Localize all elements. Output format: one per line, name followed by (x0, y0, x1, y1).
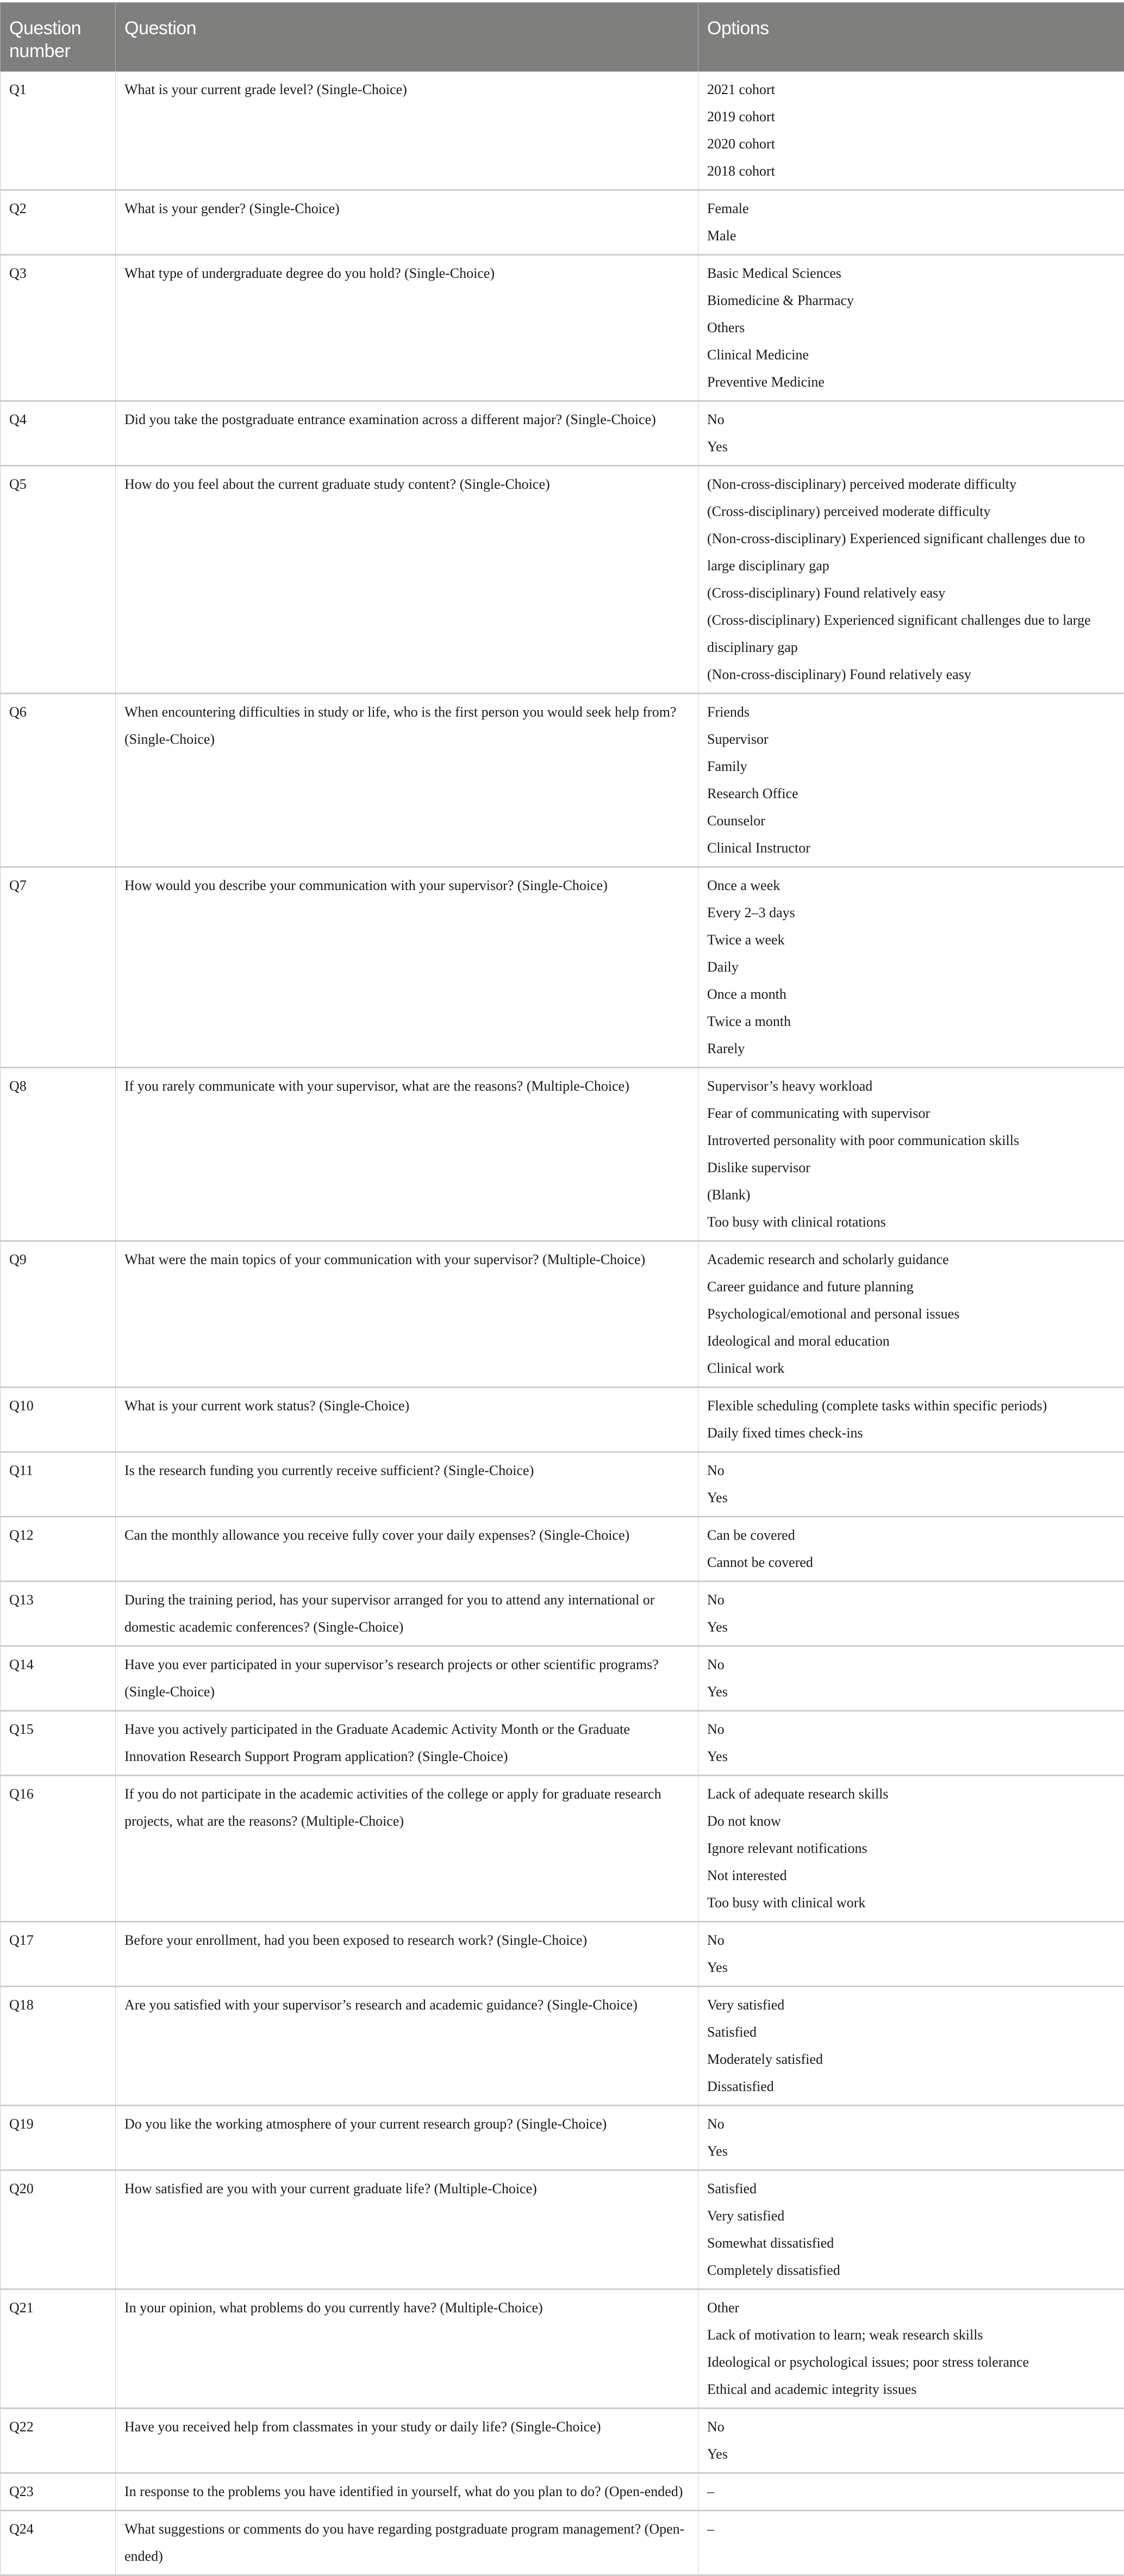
question-cell: Have you actively participated in the Graduate Academic Activity Month or the Graduate Innovation Research Support Program application? (Single-Choice) (116, 1711, 698, 1776)
options-cell (698, 1452, 1124, 1517)
question-cell: What is your current work status? (Single-Choice) (116, 1387, 698, 1452)
question-cell: How do you feel about the current graduate study content? (Single-Choice) (116, 466, 698, 694)
option-item: Friends (707, 699, 1115, 726)
table-row (1, 1582, 1124, 1646)
option-item: Somewhat dissatisfied (707, 2230, 1115, 2257)
question-number-cell: Q10 (1, 1387, 116, 1452)
option-item: Ideological or psychological issues; poor stress tolerance (707, 2349, 1115, 2376)
question-number-cell: Q1 (1, 72, 116, 190)
options-cell (698, 1582, 1124, 1646)
table-row (1, 2409, 1124, 2473)
option-item: Female (707, 195, 1115, 222)
option-item: No (707, 1586, 1115, 1614)
option-item: Yes (707, 1743, 1115, 1770)
question-number-cell: Q21 (1, 2289, 116, 2409)
option-item: Twice a week (707, 926, 1115, 954)
option-item: No (707, 1716, 1115, 1743)
option-item: (Cross-disciplinary) perceived moderate difficulty (707, 498, 1115, 525)
option-item: Once a month (707, 981, 1115, 1008)
options-cell (698, 255, 1124, 401)
option-item: (Cross-disciplinary) Experienced significant challenges due to large disciplinary gap (707, 607, 1115, 661)
option-item: Lack of adequate research skills (707, 1781, 1115, 1808)
option-item: Cannot be covered (707, 1549, 1115, 1576)
options-cell (698, 1711, 1124, 1776)
option-item: Other (707, 2294, 1115, 2322)
option-item: Academic research and scholarly guidance (707, 1246, 1115, 1273)
options-cell (698, 2170, 1124, 2289)
question-cell: Have you received help from classmates in your study or daily life? (Single-Choice) (116, 2409, 698, 2473)
option-item: 2018 cohort (707, 158, 1115, 185)
table-row (1, 466, 1124, 694)
question-cell: Do you like the working atmosphere of your current research group? (Single-Choice) (116, 2106, 698, 2170)
option-item: Preventive Medicine (707, 369, 1115, 396)
question-number-cell: Q7 (1, 867, 116, 1068)
option-item: Yes (707, 1678, 1115, 1706)
question-cell: What were the main topics of your communication with your supervisor? (Multiple-Choice) (116, 1241, 698, 1387)
option-item: (Non-cross-disciplinary) Found relatively easy (707, 661, 1115, 688)
options-cell (698, 2106, 1124, 2170)
option-item: Completely dissatisfied (707, 2257, 1115, 2284)
question-number-cell: Q12 (1, 1517, 116, 1582)
table-row (1, 1452, 1124, 1517)
table-row (1, 1776, 1124, 1922)
table-row (1, 1068, 1124, 1241)
option-item: Others (707, 314, 1115, 341)
options-cell (698, 2473, 1124, 2511)
table-row (1, 2106, 1124, 2170)
option-item: 2021 cohort (707, 76, 1115, 103)
question-number-cell: Q15 (1, 1711, 116, 1776)
header-question-number: Question number (1, 3, 116, 72)
option-item: Biomedicine & Pharmacy (707, 287, 1115, 314)
table-row (1, 190, 1124, 255)
table-row (1, 2473, 1124, 2511)
question-number-cell: Q6 (1, 694, 116, 867)
option-item: Once a week (707, 872, 1115, 899)
questionnaire-table (0, 2, 1124, 2576)
option-item: Daily fixed times check-ins (707, 1420, 1115, 1447)
question-cell: During the training period, has your supervisor arranged for you to attend any international or domestic academic conferences? (Single-Choice) (116, 1582, 698, 1646)
question-number-cell: Q2 (1, 190, 116, 255)
question-number-cell: Q13 (1, 1582, 116, 1646)
option-item: Supervisor (707, 726, 1115, 753)
options-cell (698, 1068, 1124, 1241)
option-item: Basic Medical Sciences (707, 260, 1115, 287)
question-number-cell: Q14 (1, 1646, 116, 1711)
option-item: Yes (707, 2441, 1115, 2468)
option-item: Moderately satisfied (707, 2046, 1115, 2073)
question-cell: What is your current grade level? (Single-Choice) (116, 72, 698, 190)
options-cell (698, 401, 1124, 466)
table-row (1, 1646, 1124, 1711)
question-number-cell: Q8 (1, 1068, 116, 1241)
options-cell (698, 1517, 1124, 1582)
question-cell: What is your gender? (Single-Choice) (116, 190, 698, 255)
option-item: Supervisor’s heavy workload (707, 1073, 1115, 1100)
question-number-cell: Q11 (1, 1452, 116, 1517)
question-cell: What type of undergraduate degree do you hold? (Single-Choice) (116, 255, 698, 401)
table-row (1, 1387, 1124, 1452)
question-number-cell: Q4 (1, 401, 116, 466)
option-item: – (707, 2516, 1115, 2543)
option-item: Clinical Medicine (707, 341, 1115, 369)
option-item: (Cross-disciplinary) Found relatively easy (707, 580, 1115, 607)
option-item: Research Office (707, 780, 1115, 807)
option-item: Psychological/emotional and personal issues (707, 1301, 1115, 1328)
options-cell (698, 1922, 1124, 1987)
options-cell (698, 2409, 1124, 2473)
options-cell (698, 1387, 1124, 1452)
header-options: Options (698, 3, 1124, 72)
option-item: No (707, 1651, 1115, 1678)
table-row (1, 1922, 1124, 1987)
options-cell (698, 694, 1124, 867)
option-item: 2019 cohort (707, 103, 1115, 130)
option-item: Counselor (707, 807, 1115, 835)
option-item: Career guidance and future planning (707, 1273, 1115, 1301)
option-item: Clinical Instructor (707, 835, 1115, 862)
options-cell (698, 1646, 1124, 1711)
option-item: – (707, 2478, 1115, 2505)
table-row (1, 1241, 1124, 1387)
option-item: Yes (707, 2138, 1115, 2165)
option-item: Yes (707, 1954, 1115, 1981)
option-item: Dissatisfied (707, 2073, 1115, 2100)
option-item: Yes (707, 1614, 1115, 1641)
options-cell (698, 1776, 1124, 1922)
question-number-cell: Q18 (1, 1987, 116, 2106)
option-item: Introverted personality with poor communication skills (707, 1127, 1115, 1154)
option-item: Satisfied (707, 2019, 1115, 2046)
options-cell (698, 72, 1124, 190)
option-item: Very satisfied (707, 2202, 1115, 2230)
table-row (1, 401, 1124, 466)
options-cell (698, 190, 1124, 255)
option-item: Yes (707, 1484, 1115, 1511)
question-cell: In response to the problems you have identified in yourself, what do you plan to do? (Open-ended) (116, 2473, 698, 2511)
table-row (1, 255, 1124, 401)
question-number-cell: Q19 (1, 2106, 116, 2170)
question-number-cell: Q17 (1, 1922, 116, 1987)
option-item: Ideological and moral education (707, 1328, 1115, 1355)
question-number-cell: Q20 (1, 2170, 116, 2289)
option-item: Too busy with clinical work (707, 1889, 1115, 1917)
option-item: Fear of communicating with supervisor (707, 1100, 1115, 1127)
option-item: No (707, 1927, 1115, 1954)
option-item: No (707, 1457, 1115, 1484)
option-item: Ignore relevant notifications (707, 1835, 1115, 1862)
question-number-cell: Q5 (1, 466, 116, 694)
options-cell (698, 867, 1124, 1068)
question-number-cell: Q22 (1, 2409, 116, 2473)
option-item: (Blank) (707, 1181, 1115, 1209)
option-item: Male (707, 222, 1115, 250)
question-cell: What suggestions or comments do you have regarding postgraduate program management? (Open-ended) (116, 2511, 698, 2575)
option-item: Rarely (707, 1035, 1115, 1062)
table-row (1, 1517, 1124, 1582)
option-item: Daily (707, 954, 1115, 981)
question-number-cell: Q23 (1, 2473, 116, 2511)
option-item: Not interested (707, 1862, 1115, 1889)
option-item: No (707, 406, 1115, 433)
option-item: Can be covered (707, 1522, 1115, 1549)
question-number-cell: Q24 (1, 2511, 116, 2575)
table-row (1, 2289, 1124, 2409)
question-cell: Can the monthly allowance you receive fully cover your daily expenses? (Single-Choice) (116, 1517, 698, 1582)
option-item: Ethical and academic integrity issues (707, 2376, 1115, 2403)
option-item: No (707, 2111, 1115, 2138)
table-row (1, 867, 1124, 1068)
option-item: Very satisfied (707, 1992, 1115, 2019)
question-cell: Before your enrollment, had you been exposed to research work? (Single-Choice) (116, 1922, 698, 1987)
question-number-cell: Q9 (1, 1241, 116, 1387)
options-cell (698, 2511, 1124, 2575)
question-cell: How satisfied are you with your current graduate life? (Multiple-Choice) (116, 2170, 698, 2289)
options-cell (698, 1987, 1124, 2106)
option-item: Twice a month (707, 1008, 1115, 1035)
table-row (1, 694, 1124, 867)
option-item: 2020 cohort (707, 130, 1115, 158)
options-cell (698, 2289, 1124, 2409)
header-question: Question (116, 3, 698, 72)
option-item: (Non-cross-disciplinary) Experienced significant challenges due to large disciplinary gap (707, 525, 1115, 580)
question-cell: Have you ever participated in your supervisor’s research projects or other scientific programs? (Single-Choice) (116, 1646, 698, 1711)
option-item: Flexible scheduling (complete tasks within specific periods) (707, 1392, 1115, 1420)
option-item: Yes (707, 433, 1115, 461)
option-item: Every 2–3 days (707, 899, 1115, 926)
question-cell: If you rarely communicate with your supervisor, what are the reasons? (Multiple-Choice) (116, 1068, 698, 1241)
question-number-cell: Q16 (1, 1776, 116, 1922)
options-cell (698, 466, 1124, 694)
question-cell: When encountering difficulties in study or life, who is the first person you would seek help from? (Single-Choice) (116, 694, 698, 867)
table-row (1, 1711, 1124, 1776)
option-item: Clinical work (707, 1355, 1115, 1382)
options-cell (698, 1241, 1124, 1387)
option-item: No (707, 2413, 1115, 2441)
table-row (1, 2511, 1124, 2575)
question-cell: How would you describe your communication with your supervisor? (Single-Choice) (116, 867, 698, 1068)
option-item: Do not know (707, 1808, 1115, 1835)
table-row (1, 2170, 1124, 2289)
question-cell: In your opinion, what problems do you currently have? (Multiple-Choice) (116, 2289, 698, 2409)
option-item: Lack of motivation to learn; weak research skills (707, 2322, 1115, 2349)
option-item: Dislike supervisor (707, 1154, 1115, 1181)
option-item: Satisfied (707, 2175, 1115, 2202)
option-item: (Non-cross-disciplinary) perceived moderate difficulty (707, 471, 1115, 498)
question-cell: Are you satisfied with your supervisor’s research and academic guidance? (Single-Choice) (116, 1987, 698, 2106)
question-cell: Did you take the postgraduate entrance examination across a different major? (Single-Choice) (116, 401, 698, 466)
table-row (1, 1987, 1124, 2106)
table-row (1, 72, 1124, 190)
question-cell: Is the research funding you currently receive sufficient? (Single-Choice) (116, 1452, 698, 1517)
option-item: Family (707, 753, 1115, 780)
option-item: Too busy with clinical rotations (707, 1209, 1115, 1236)
table-header-row (1, 3, 1124, 72)
question-cell: If you do not participate in the academic activities of the college or apply for graduate research projects, what are the reasons? (Multiple-Choice) (116, 1776, 698, 1922)
question-number-cell: Q3 (1, 255, 116, 401)
